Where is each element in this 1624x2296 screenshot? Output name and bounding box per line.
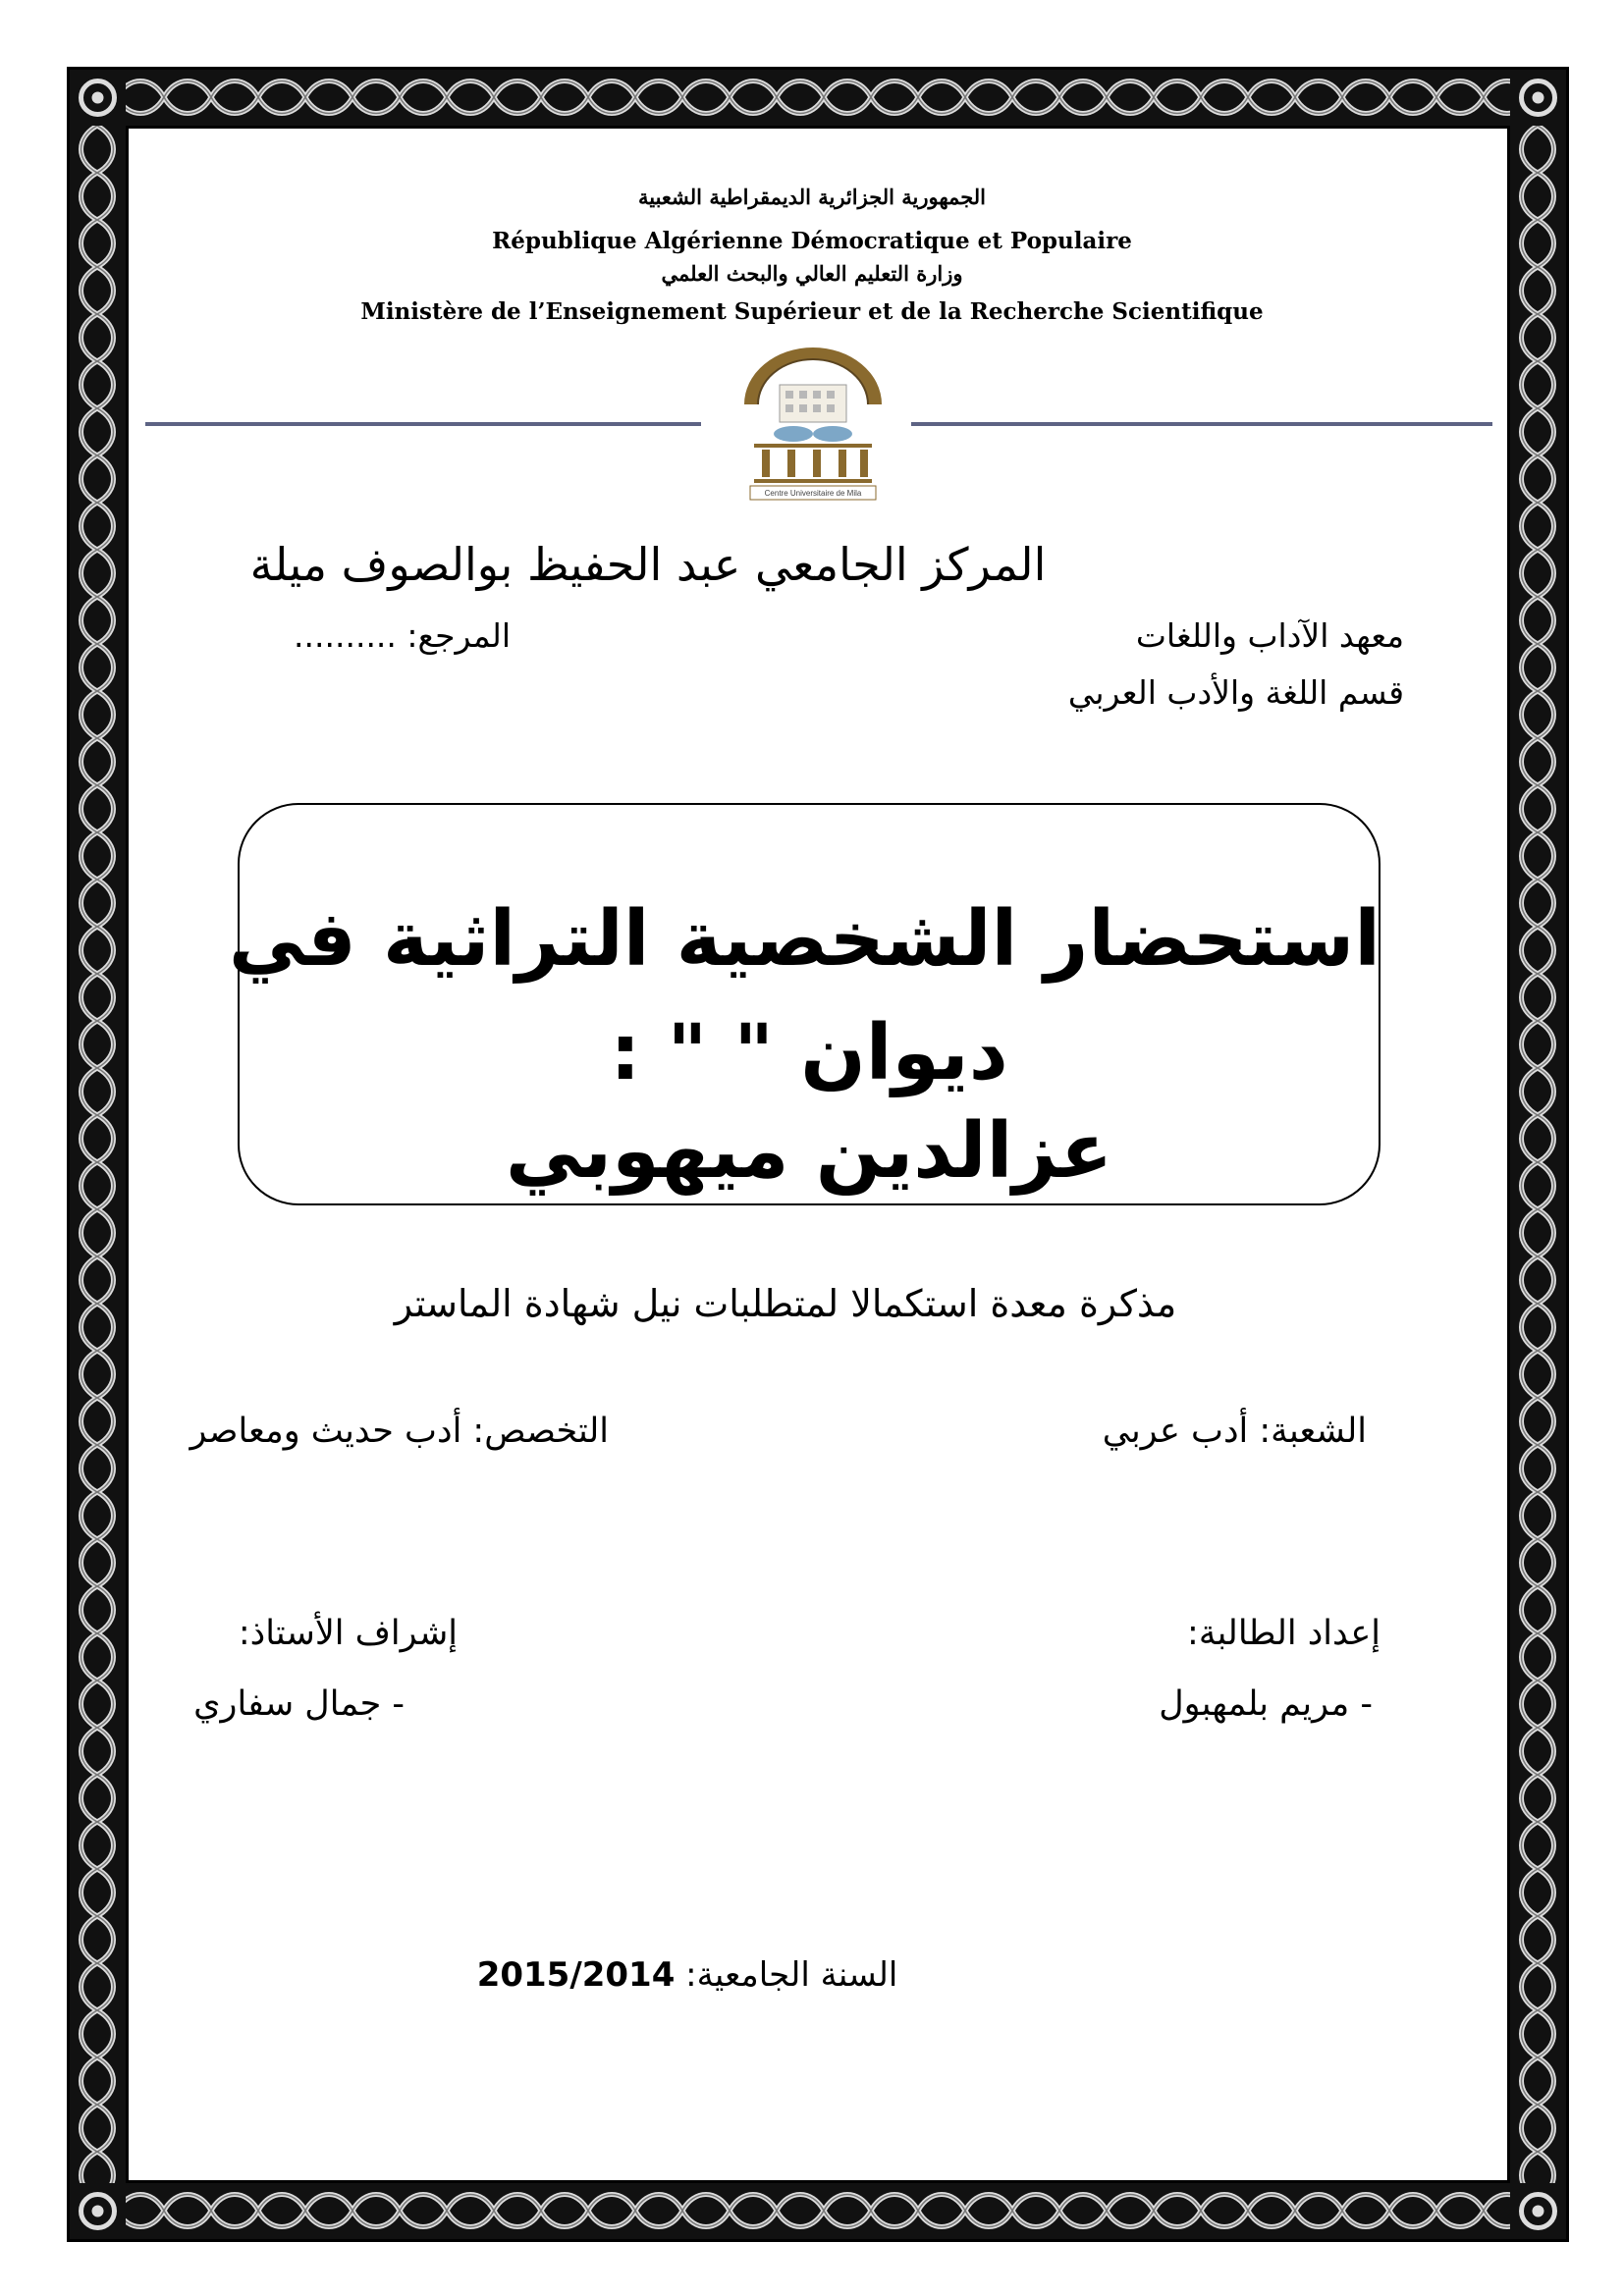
speciality-field: التخصص: أدب حديث ومعاصر [189,1412,609,1451]
frame-corner-bottom-right [1510,2183,1566,2239]
header-rule-left [145,422,701,426]
header-french-republic: République Algérienne Démocratique et Populaire [492,228,1132,254]
thesis-title-line-1: استحضار الشخصية التراثية في [228,895,1380,984]
supervisor-name: - جمال سفاري [193,1684,405,1724]
svg-text:Centre Universitaire de Mila: Centre Universitaire de Mila [764,489,862,498]
reference-field: المرجع: .......... [294,616,511,655]
academic-year-label: السنة الجامعية: [675,1955,898,1995]
department-name: قسم اللغة والأدب العربي [1067,673,1404,712]
header-french-ministry: Ministère de l’Enseignement Supérieur et de la Recherche Scientifique [360,298,1264,325]
memo-statement: مذكرة معدة استكمالا لمتطلبات نيل شهادة الماستر [394,1282,1177,1325]
university-center-name: المركز الجامعي عبد الحفيظ بوالصوف ميلة [249,538,1047,591]
frame-band-bottom [70,2183,1566,2239]
frame-corner-top-right [1510,70,1566,126]
header-rule-right [911,422,1492,426]
supervisor-label: إشراف الأستاذ: [238,1614,458,1653]
academic-year-value: 2015/2014 [476,1955,676,1995]
academic-year [452,1955,923,1995]
preparer-label: إعداد الطالبة: [1187,1614,1380,1653]
frame-band-left [70,126,126,2183]
preparer-name: - مريم بلمهبول [1159,1684,1373,1724]
frame-corner-bottom-left [70,2183,126,2239]
branch-field: الشعبة: أدب عربي [1102,1412,1367,1451]
frame-band-right [1510,126,1566,2183]
header-arabic-ministry: وزارة التعليم العالي والبحث العلمي [661,261,963,286]
institute-name: معهد الآداب واللغات [1135,616,1404,655]
thesis-title-line-2: ديوان " " : [610,1009,1008,1097]
thesis-title-line-3: عزالدين ميهوبي [505,1107,1113,1196]
frame-band-top [70,70,1566,126]
frame-corner-top-left [70,70,126,126]
university-logo [715,346,911,503]
header-arabic-republic: الجمهورية الجزائرية الديمقراطية الشعبية [637,185,986,209]
